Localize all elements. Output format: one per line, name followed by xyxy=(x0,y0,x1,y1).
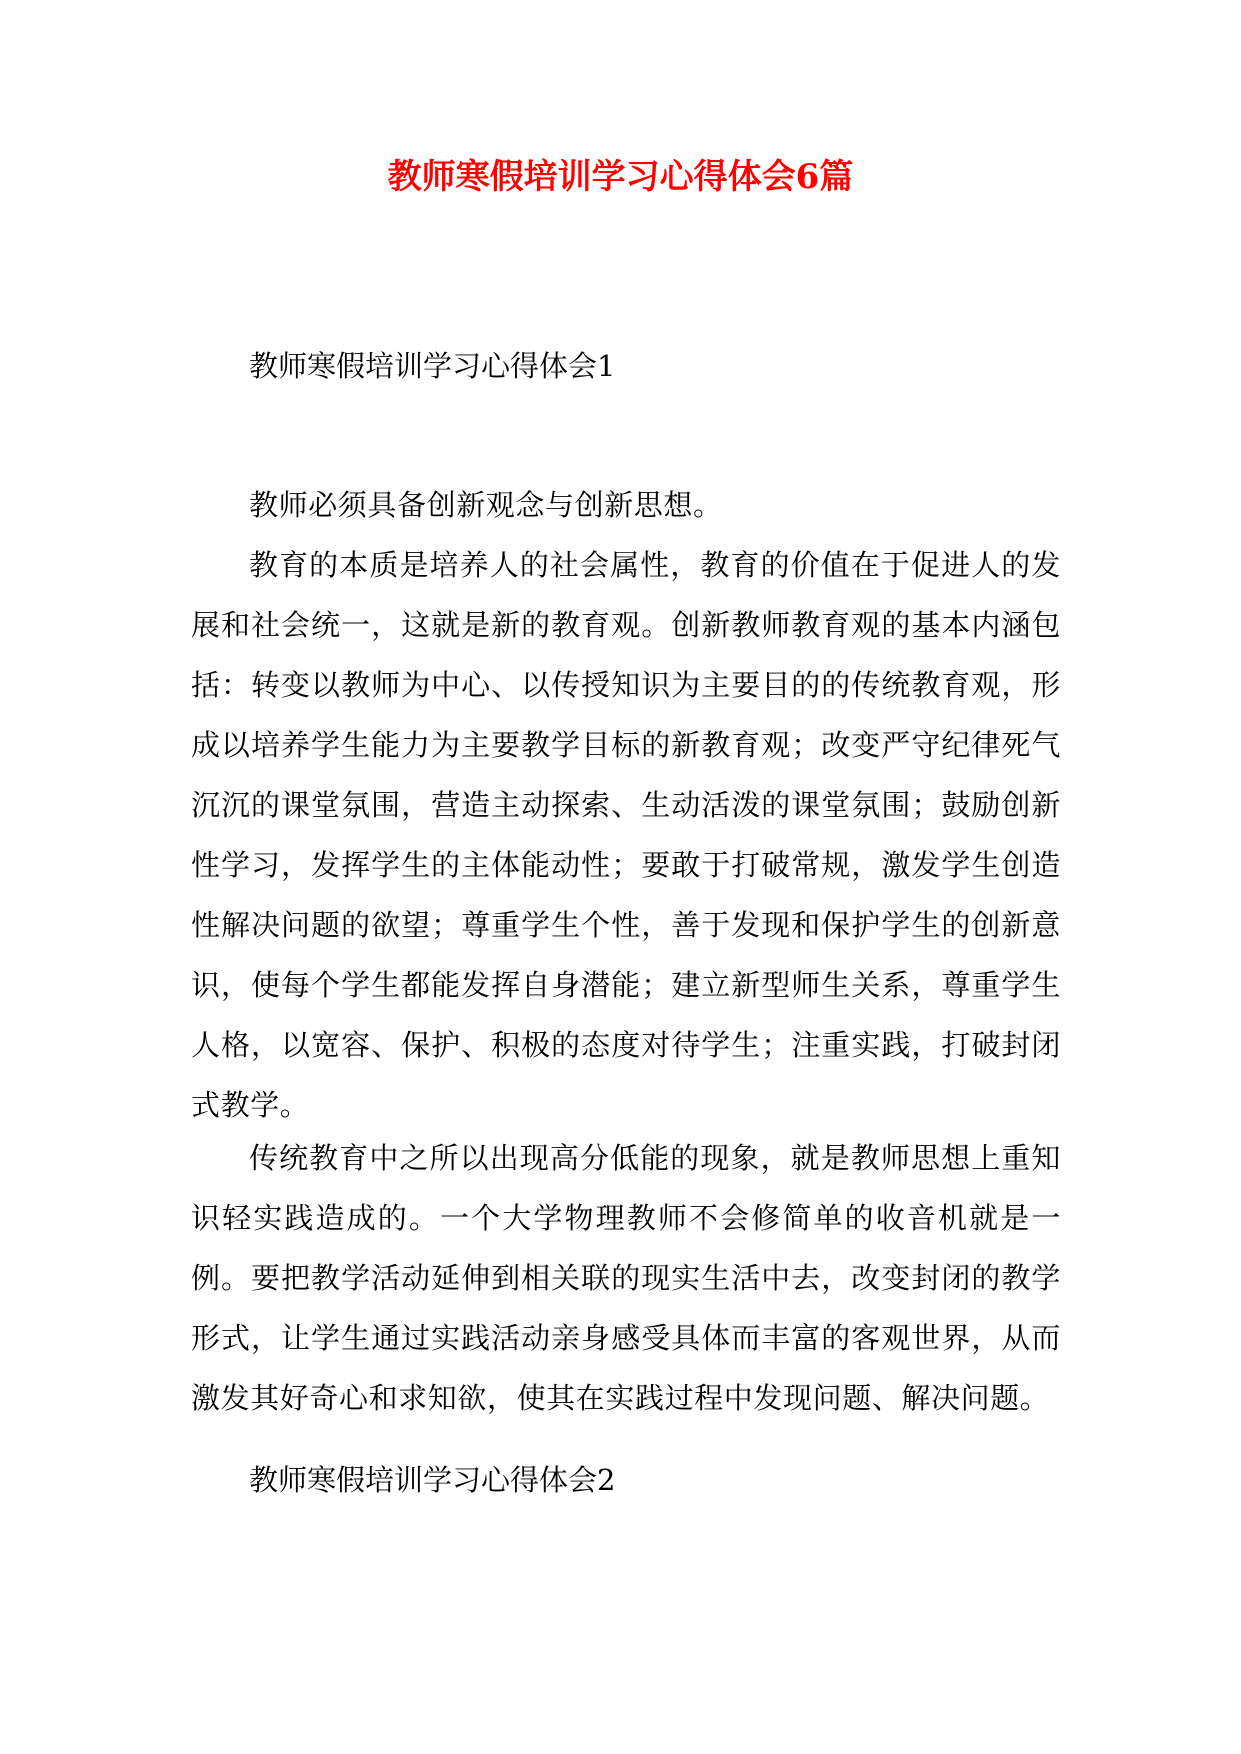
paragraph-3: 传统教育中之所以出现高分低能的现象，就是教师思想上重知识轻实践造成的。一个大学物理教师不会修简单的收音机就是一例。要把教学活动延伸到相关联的现实生活中去，改变封闭的教学形式，让学生通过实践活动亲身感受具体而丰富的客观世界，从而激发其好奇心和求知欲，使其在实践过程中发现问题、解决问题。 xyxy=(191,1141,1061,1415)
document-title: 教师寒假培训学习心得体会6篇 xyxy=(387,157,854,197)
section-heading-1: 教师寒假培训学习心得体会1 xyxy=(249,349,616,383)
paragraph-2: 教育的本质是培养人的社会属性，教育的价值在于促进人的发展和社会统一，这就是新的教育观。创新教师教育观的基本内涵包括：转变以教师为中心、以传授知识为主要目的的传统教育观，形成以培养学生能力为主要教学目标的新教育观；改变严守纪律死气沉沉的课堂氛围，营造主动探索、生动活泼的课堂氛围；鼓励创新性学习，发挥学生的主体能动性；要敢于打破常规，激发学生创造性解决问题的欲望；尊重学生个性，善于发现和保护学生的创新意识，使每个学生都能发挥自身潜能；建立新型师生关系，尊重学生人格，以宽容、保护、积极的态度对待学生；注重实践，打破封闭式教学。 xyxy=(191,548,1061,1122)
paragraph-1: 教师必须具备创新观念与创新思想。 xyxy=(249,488,723,522)
section-heading-2: 教师寒假培训学习心得体会2 xyxy=(249,1463,616,1497)
